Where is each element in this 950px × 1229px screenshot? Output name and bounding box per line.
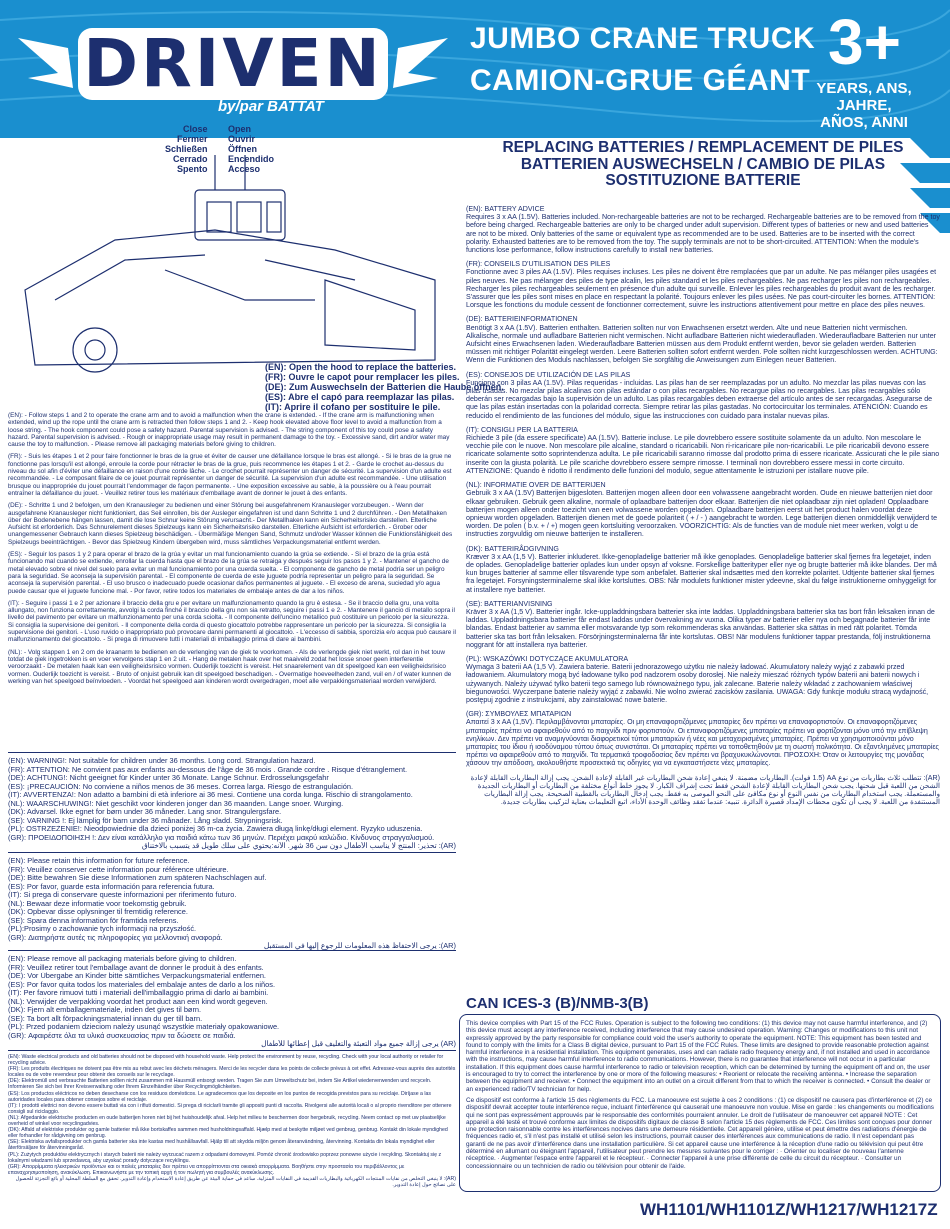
section-text: Funciona con 3 pilas AA (1.5V). Pilas requeridas - incluidas. Las pilas han de ser reemplazadas por un adulto. No mezclar las pilas nuevas con las pilas usadas. No mezclar pilas alcalinas con pilas estándar o con pilas recargables. No recargue pilas no recargables. Las pilas recargables sólo deberán ser recargadas bajo la supervisión de un adulto. Las pilas recargables deben extraerse del artículo antes de ser recargadas. Asegurarse de que las pilas están insertadas con la polaridad correcta. Siempre retirar las pilas gastadas. No cortocircuitar los terminales. ATENCIÓN: Cuando es reducido el rendimiento de las funciones del módulo, sigue las instrucciones con cuidado para instalar nuevas pilas. bbox=[466, 378, 933, 420]
safety-paragraph: (EN): - Follow steps 1 and 2 to operate the crane arm and to avoid a malfunction when the crane is extended. - If the crane arm is malfunctioning when extended, wind up the rope until the crane arm is retracted then follow steps 1 and 2. - Keep hook elevated above floor level to avoid a malfunction from a loose string. - The hook component could pose a safety hazard. Parental supervision is advised. - The string component of this toy could pose a safety hazard. Parental supervision is advised. - Rough or inappropriate usage may result in permanent damage to the toy. - Excessive sand, dirt and/or water may cause the toy to malfunction. - Please remove all packaging materials before giving to children. bbox=[8, 412, 450, 449]
retain-line: (DK): Opbevar disse oplysninger til fremtidig reference. bbox=[8, 908, 188, 916]
divider bbox=[8, 852, 456, 853]
open-label: Open bbox=[228, 124, 252, 134]
retain-line: (NL): Bewaar deze informatie voor toekomstig gebruik. bbox=[8, 899, 187, 908]
retain-line: (EN): Please retain this information for future reference. bbox=[8, 857, 190, 865]
section-heading: (NL): INFORMATIE OVER DE BATTERIJEN bbox=[466, 481, 606, 490]
remove-line: (DK): Fjern alt emballagemateriale, inden det gives til børn. bbox=[8, 1006, 202, 1014]
divider bbox=[8, 1050, 456, 1051]
warning-line: (DK): Advarsel. Ikke egnet for børn under 36 måneder. Lang snor. Strangulergsfare. bbox=[8, 808, 282, 816]
divider bbox=[8, 950, 456, 951]
warning-line: (DE): ACHTUNG!: Nicht geeignet für Kinder unter 36 Monate. Lange Schnur. Erdrosselungsgefahr bbox=[8, 774, 329, 782]
close-label: Fermer bbox=[177, 134, 208, 144]
remove-line: (DE): Vor Übergabe an Kinder bitte sämtliches Verpackungsmaterial entfernen. bbox=[8, 972, 266, 980]
battery-paragraph bbox=[466, 260, 940, 309]
warning-line: (PL): OSTRZEŻENIE!: Nieodpowiednie dla dzieci poniżej 36 m-ca życia. Zawiera długą linkę/długi element. Ryzyko uduszenia. bbox=[8, 825, 423, 833]
remove-packaging-list bbox=[8, 955, 456, 1049]
section-heading: (SE): BATTERIANVISNING bbox=[466, 599, 553, 608]
remove-line-ar: (AR) يرجى إزالة جميع مواد التعبئة والتغليف قبل إعطائها للأطفال bbox=[261, 1040, 456, 1048]
safety-paragraph: (DE): - Schritte 1 und 2 befolgen, um den Kranausleger zu bedienen und einer Störung bei ausgefahrenem Kranausleger vorzubeugen. - Wenn der ausgefahrene Kranausleger nicht funktioniert, das Seil einrollen, bis der Ausleger eingefahren ist und dann Schritte 1 und 2 durchführen. - Den Metallhaken über der Bodenebene hängen lassen, damit die lose Schnur keine Störung verursacht.- Der Metallhaken kann ein Sicherheitsrisiko darstellen. Elterliche Aufsicht ist erforderlich. Das Schnurelement dieses Spielzeugs kann ein Sicherheitsrisiko darstellen. Elterliche Aufsicht ist erforderlich. - Grober oder unangemessener Gebrauch kann dieses Spielzeug beschädigen. - Übermäßige Mengen Sand, Schmutz und/oder Wasser können die Funktionsfähigkeit des Spielzeugs beeinträchtigen. - Bevor das Spielzeug Kindern übergeben wird, muss sämtliches Verpackungsmaterial entfernt werden. bbox=[8, 502, 453, 546]
warning-line: (EN): WARNING!: Not suitable for children under 36 months. Long cord. Strangulation hazard. bbox=[8, 757, 316, 765]
instruction-line: (FR): Ouvre le capot pour remplacer les piles. bbox=[265, 372, 460, 382]
title-line: BATTERIEN AUSWECHSELN / CAMBIO DE PILAS bbox=[520, 155, 886, 173]
close-label: Schließen bbox=[165, 144, 208, 154]
age-caption bbox=[790, 80, 938, 131]
close-label: Close bbox=[183, 124, 208, 134]
logo-subtitle: by/par BATTAT bbox=[218, 98, 324, 115]
open-label: Ouvrir bbox=[228, 134, 256, 144]
retain-line: (ES): Por favor, guarde esta información para referencia futura. bbox=[8, 882, 215, 891]
instruction-line: (ES): Abre el capó para reemplazar las pilas. bbox=[265, 392, 455, 402]
section-heading: (PL): WSKAZÓWKI DOTYCZĄCE AKUMULATORA bbox=[466, 654, 629, 663]
close-label: Spento bbox=[177, 164, 208, 174]
battery-paragraph bbox=[466, 481, 940, 538]
section-heading: (ES): CONSEJOS DE UTILIZACIÓN DE LAS PILAS bbox=[466, 370, 631, 379]
weee-line: (FR): Les produits électriques ne doivent pas être mis au rebut avec les déchets ménagers. Merci de les recycler dans les points de collecte prévus à cet effet. Adressez-vous auprès des autorités locales ou de votre revendeur pour obtenir des conseils sur le recyclage. bbox=[8, 1066, 456, 1079]
instruction-line: (DE): Zum Auswechseln der Batterien die Haube öffnen. bbox=[265, 382, 504, 392]
warning-line: (GR): ΠΡΟΕΙΔΟΠΟΙΗΣΗ !: Δεν είναι κατάλληλο για παιδιά κάτω των 36 μηνών. Περιέχει μακρύ καλώδιο. Κίνδυνος στραγγαλισμού. bbox=[8, 833, 435, 842]
battery-paragraph bbox=[466, 426, 940, 475]
section-heading: (EN): BATTERY ADVICE bbox=[466, 205, 545, 213]
retain-line: (FR): Veuillez conserver cette information pour référence ultérieure. bbox=[8, 865, 229, 874]
weee-line: (ES): Los productos eléctricos no deben desecharse con los residuos domésticos. Le agradecemos que los deposite en los puntos de recogida previstos para su reciclaje. Diríjase a las autoridades locales para obtener consejos sobre el reciclaje. bbox=[8, 1090, 432, 1103]
section-text: Απαιτεί 3 x AA (1,5V). Περιλαμβάνονται μπαταρίες. Οι μη επαναφορτιζόμενες μπαταρίες δεν πρέπει να επαναφορτιστούν. Οι επαναφορτιζόμενες μπαταρίες πρέπει να αφαιρεθούν από το παιχνίδι πριν φορτιστούν. Οι επαναφορτιζόμενες μπαταρίες πρέπει να φορτίζονται μόνο υπό την επίβλεψη ενηλίκων. Δεν πρέπει να αναμιγνύονται διαφορετικοί τύποι μπαταριών ή νέες και μεταχειρισμένες μπαταρίες. Πρέπει να χρησιμοποιούνται μόνο μπαταρίες του ίδιου ή ισοδύναμου τύπου όπως συνιστάται. Οι μπαταρίες πρέπει να τοποθετηθούν με τη σωστή πολικότητα. Οι εξαντλημένες μπαταρίες πρέπει να αφαιρεθούν από το παιχνίδι. Τα τερματικά τροφοδοσίας δεν πρέπει να βραχυκυκλώνονται. ΠΡΟΣΟΧΗ: Όταν οι λειτουργίες της μονάδας χάσουν την απόδοση, ακολουθήστε προσεκτικά τις οδηγίες για να εγκαταστήσετε νέες μπαταρίες. bbox=[466, 718, 939, 768]
title-line: REPLACING BATTERIES / REMPLACEMENT DE PILES bbox=[502, 139, 904, 156]
battery-paragraph bbox=[466, 655, 940, 704]
warning-line: (FR): ATTENTION: Ne convient pas aux enfants au-dessous de l'âge de 36 mois . Grande cordre . Risque d'étranglement. bbox=[8, 765, 408, 774]
warning-list bbox=[8, 757, 456, 851]
weee-line-ar: (AR): لا ينبغي التخلص من نفايات المنتجات الكهربائية والبطاريات القديمة في النفايات المنزلية. ساعد في حماية البيئة عن طريق إعادة الاستخدام وإعادة التدوير. تحقق مع السلطة المحلية أو بائع التجزئة للحصول على نصائح حول إعادة التدوير. bbox=[15, 1175, 456, 1188]
safety-paragraph: (FR): - Suis les étapes 1 et 2 pour faire fonctionner le bras de la grue et éviter de causer une défaillance lorsque le bras est allongé. - Si le bras de la grue ne fonctionne pas lorsqu'il est allongé, enroule la corde pour rétracter le bras de la grue, puis recommence les étapes 1 et 2. - Garde le crochet au-dessus du niveau du sol afin d'éviter une défaillance en raison d'une corde lâche. - Le crochet pourrait représenter un danger de sécurité. La supervision d'un adulte est recommandée. - Le composant filaire de ce jouet pourrait représenter un danger de sécurité. La supervision d'un adulte est recommandée. - Une utilisation brusque ou inappropriée du jouet pourrait l'endommager de façon permanente. - Une exposition excessive au sable, à la poussière ou à l'eau pourrait entraîner la défaillance du jouet. - Veuillez retirer tous les matériaux d'emballage avant de donner le jouet à des enfants. bbox=[8, 453, 452, 497]
safety-instructions bbox=[8, 412, 456, 690]
age-caption-line-2: AÑOS, ANNI bbox=[820, 114, 908, 131]
section-heading: (DK): BATTERIRÅDGIVNING bbox=[466, 544, 559, 553]
battery-section-title bbox=[466, 140, 940, 190]
age-caption-line-1: YEARS, ANS, JAHRE, bbox=[816, 80, 912, 114]
weee-line: (EN): Waste electrical products and old batteries should not be disposed with household waste. Help protect the environment by reuse, recycling. Check with your local authority or retailer for recycling advice. bbox=[8, 1054, 444, 1067]
title-line: SOSTITUZIONE BATTERIE bbox=[605, 172, 801, 189]
safety-paragraph: (NL): - Volg stappen 1 en 2 om de kraanarm te bedienen en de verlenging van de giek te voorkomen. - Als de verlengde giek niet werkt, rol dan in het touw totdat de giek ingetrokken is en voer vervolgens stap 1 en 2 uit. - Hang de metalen haak over het maaiveld zodat het losse snoer geen interferentie veroorzaakt - De metalen haak kan een veiligheidsrisico vormen. Ouderlijk toezicht is vereist. Het snaarelement van dit speelgoed kan een veiligheidsrisico vormen. Ouderlijk toezicht is vereist. - Bruto of onjuist gebruik kan dit speelgoed beschadigen. - Overmatige hoeveelheden zand, vuil en / of water kunnen de werking van het speelgoed beïnvloeden. - Voordat het speelgoed aan kinderen wordt overgedragen, moet alle verpakkingsmateriaal worden verwijderd. bbox=[8, 648, 452, 685]
remove-line: (ES): Por favor quita todos los materiales del embalaje antes de darlo a los niños. bbox=[8, 980, 276, 989]
weee-line: (IT): I prodotti elettrici non devono essere buttati via con i rifiuti domestici. Si prega di riciclarli tramite gli appositi punti di raccolta. Rivolgersi alle autorità locali o al proprio rivenditore per ottenere consigli sul riciclaggio. bbox=[8, 1102, 452, 1115]
product-title-en: JUMBO CRANE TRUCK bbox=[470, 22, 816, 55]
divider bbox=[8, 752, 456, 753]
age-badge: 3+ bbox=[828, 6, 901, 78]
section-heading: (GR): ΣΥΜΒΟΥΛΕΣ ΜΠΑΤΑΡΙΩΝ bbox=[466, 710, 572, 719]
section-text: Kræver 3 x AA (1,5 V). Batterier inkluderet. Ikke-genopladelige batterier må ikke genoplades. Genopladelige batterier skal fjernes fra legetøjet, inden de oplades. Genopladelige batterier oplades kun under opsyn af voksne. Forskellige batterityper eller nye og brugte batterier må ikke blandes. Der må kun bruges batterier af samme eller tilsvarende type som anbefalet. Batterier skal indsættes med den korrekte polaritet. Udtjente batterier skal fjernes fra legetøjet. Forsyningsterminalerne skal ikke kortsluttes. OBS: Når modulets funktioner mister ydeevne, skal du følge instruktionerne omhyggeligt for at installere nye batterier. bbox=[466, 552, 937, 594]
close-labels bbox=[165, 124, 208, 174]
open-label: Acceso bbox=[228, 164, 261, 174]
section-text: Requires 3 x AA (1.5V). Batteries included. Non-rechargeable batteries are not to be recharged. Rechargeable batteries are to be removed from the toy before being charged. Rechargeable batteries are only to be charged under adult supervision. Different types of batteries or new and used batteries are not to be mixed. Only batteries of the same or equivalent type as recommended are to be used. Batteries are to be inserted with the correct polarity. Exhausted batteries are to be removed from the toy. The supply terminals are not to be short-circuited. ATTENTION: When the module's functions lose performance, follow instructions carefully to install new batteries. bbox=[466, 213, 940, 255]
battery-paragraph bbox=[466, 600, 940, 649]
warning-line-ar: (AR): تحذير: المنتج لا يناسب الأطفال دون سن 36 شهر. الأنه:يحتوي على سلك طويل قد يتسبب بالاختناق bbox=[141, 842, 456, 850]
model-numbers: WH1101/WH1101Z/WH1217/WH1217Z bbox=[640, 1200, 938, 1219]
retain-line: (DE): Bitte bewahren Sie diese Informationen zum späteren Nachschlagen auf. bbox=[8, 874, 267, 882]
section-text: Kräver 3 x AA (1,5 V). Batterier ingår. Icke-uppladdningsbara batterier ska inte laddas. Uppladdningsbara batterier ska tas bort från leksaken innan de laddas. Uppladdningsbara batterier får endast laddas under övervakning av vuxna. Olika typer av batterier eller nya och begagnade batterier får inte blandas. Endast batterier av samma eller motsvarande typ som rekommenderas ska användas. Batterier ska sättas in med rätt polaritet. Tömda batterier ska tas bort från leksaken. Försörjningsterminalerna får inte kortslutas. OBS! När modulens funktioner tappar prestanda, följ instruktionerna noggrant för att installera nya batterier. bbox=[466, 607, 935, 649]
retain-line: (IT): Si prega di conservare queste informazioni per riferimento futuro. bbox=[8, 891, 237, 899]
weee-line: (SE): Elektriska avfallsprodukter och gamla batterier ska inte kastas med hushållsavfall. Hjälp till att skydda miljön genom återanvändning, återvinning. Kontakta din lokala myndighet eller återförsäljare för återvinningsråd. bbox=[8, 1139, 435, 1152]
battery-paragraph bbox=[466, 205, 940, 254]
close-label: Cerrado bbox=[173, 154, 208, 164]
remove-line: (SE): Ta bort allt förpackningsmaterial innan du ger till barn. bbox=[8, 1014, 203, 1023]
warning-line: (ES): ¡PRECAUCIÓN: No conviene a niños menos de 36 meses. Correa larga. Riesgo de estrangulación. bbox=[8, 782, 354, 791]
fcc-text-en: This device complies with Part 15 of the FCC Rules. Operation is subject to the following two conditions: (1) this device may not cause harmful interference, and (2) this device must accept any interference received, including interference that may cause undesired operation. Warning: Changes or modifications to this unit not expressly approved by the party responsible for compliance could void the user's authority to operate the equipment. NOTE: This equipment has been tested and found to comply with the limits for a Class B digital device, pursuant to Part 15 of the FCC Rules. These limits are designed to provide reasonable protection against harmful interference in a residential installation. This equipment generates, uses and can radiate radio frequency energy and, if not installed and used in accordance with the instructions, may cause harmful interference to radio communications. However, there is no guarantee that interference will not occur in a particular installation. If this equipment does cause harmful interference to radio or television reception, which can be determined by turning the equipment off and on, the user is encouraged to try to correct the interference by one or more of the following measures: • Reorient or relocate the receiving antenna. • Increase the separation between the equipment and receiver. • Connect the equipment into an outlet on a circuit different from that to which the receiver is connected. • Consult the dealer or an experienced radio/TV technician for help. bbox=[466, 1020, 931, 1093]
section-heading: (DE): BATTERIEINFORMATIONEN bbox=[466, 315, 578, 324]
weee-info bbox=[8, 1054, 456, 1188]
driven-logo bbox=[18, 18, 448, 115]
section-heading: (FR): CONSEILS D'UTILISATION DES PILES bbox=[466, 260, 611, 269]
can-ices-heading: CAN ICES-3 (B)/NMB-3(B) bbox=[466, 995, 649, 1012]
retain-line: (GR): Διατηρήστε αυτές τις πληροφορίες για μελλοντική αναφορά. bbox=[8, 933, 223, 942]
safety-paragraph: (IT): - Seguire i passi 1 e 2 per azionare il braccio della gru e per evitare un malfunzionamento quando la gru è estesa. - Se il braccio della gru, una volta allungato, non funziona correttamente, avvolgi la corda finché il braccio della gru non sia retratto, seguire i passi 1 e 2. - Mantenere il gancio di metallo sopra il livello del pavimento per evitare un malfunzionamento per una corda sciolta. - Il componente dell'uncino metallico può costituire un pericolo per la sicurezza. Si consiglia la supervisione dei genitori. - Il componente della corda di questo giocattolo potrebbe rappresentare un pericolo per la sicurezza. Si consiglia la supervisione dei genitori. - L'uso ruvido o inappropriato può provocare danni permanenti al giocattolo. - L'eccesso di sabbia, sporcizia e/o acqua può causare il malfunzionamento del giocattolo. - Si prega di rimuovere tutti i materiali di imballaggio prima di dare ai bambini. bbox=[8, 599, 456, 644]
warning-line: (SE): VARNING !: Ej lämplig för barn under 36 månader. Lång sladd. Strypningsrisk. bbox=[8, 816, 283, 825]
weee-line: (PL): Zużytych produktów elektrycznych i starych baterii nie należy wyrzucać razem z odpadami domowymi. Pomóż chronić środowisko poprzez ponowne użycie i recykling. Skontaktuj się z lokalnymi władzami lub sprzedawcą, aby uzyskać porady dotyczące recyklingu. bbox=[8, 1151, 442, 1164]
section-text: Richiede 3 pile (da essere specificate) AA (1.5V). Batterie incluse. Le pile dovrebbero essere sostituite solamente da un adulto. Non mescolare le vecchie pile con le nuove. Non mescolare pile alcaline, standard o ricaricabili. Non ri-ricaricare pile non-ricaricabili. Le pile ricaricabili devono essere ricaricate solamente sotto soprintendenza adulta. Le pile ricaricabili saranno rimosse dal prodotto prima di essere ricaricate. Assicurati che le pile siano inserite con la giusta polarità. Le pile scariche dovrebbero essere sempre rimosse. I terminali non dovrebbero essere messi in corte circuito. ATTENZIONE: Quando è ridotto il rendimento delle funzioni del modulo, segue attentamente le istruzioni per istallare nuove pile. bbox=[466, 434, 940, 475]
truck-battery-diagram bbox=[15, 150, 455, 375]
retain-info-list bbox=[8, 857, 456, 951]
remove-line: (FR): Veuillez retirer tout l'emballage avant de donner le produit à des enfants. bbox=[8, 963, 264, 972]
instruction-line: (IT): Aprire il cofano per sostituire le pile. bbox=[265, 402, 441, 412]
open-label: Öffnen bbox=[228, 144, 257, 154]
weee-line: (DE): Elektromüll und verbrauchte Batterien sollten nicht zusammen mit Hausmüll entsorgt werden. Tragen Sie zum Umweltschutz bei, indem Sie Artikel wiederverwenden und recyceln. Informieren Sie sich bei Ihrer Kreisverwaltung oder Ihrem Einzelhändler über Recyclingmöglichkeiten. bbox=[8, 1078, 432, 1091]
battery-paragraph bbox=[466, 710, 940, 767]
remove-line: (NL): Verwijder de verpakking voordat het product aan een kind wordt gegeven. bbox=[8, 997, 268, 1006]
warning-line: (IT): AVVERTENZA!: Non adatto a bambini di età inferiore ai 36 mesi. Contiene una corda lunga. Rischio di strangolamento. bbox=[8, 791, 413, 799]
section-text: Fonctionne avec 3 piles AA (1.5V). Piles requises incluses. Les piles ne doivent être remplacées que par un adulte. Ne pas mélanger piles usagées et piles neuves. Ne pas mélanger des piles de type alcalin, les piles standard et les piles rechargeables. Ne pas recharger les piles non rechargeables. Recharger les piles rechargeables seulement en présence d'un adulte qui surveille. Enlever les piles rechargeables du produit avant de les recharger. S'assurer que les piles sont mises en place en respectant la polarité. Toujours enlever les piles usées. Ne pas court-circuiter les bornes. ATTENTION: Lorsque les fonctions du module cessent de fonctionner correctement, suivre les instructions attentivement pour mettre en place des piles neuves. bbox=[466, 268, 937, 310]
battery-paragraph bbox=[466, 545, 940, 594]
section-text: Gebruik 3 x AA (1.5V) Batterijen bijgesloten. Batterijen mogen alleen door een volwassene aangebracht worden. Oude en nieuwe batterijen niet door elkaar gebruiken. Gebruik geen alkaline, normale of oplaadbare batterijen door elkaar. Batterijen die niet oplaadbaar zijn niet opladen! Opplaadbare batterijen mogen alleen onder toezicht van een volwassene worden opgeladen. Oplaadbare batterijen eerst uit het product halen voordat deze opnieuw worden opgeladen. Batterijen dienen met de goede polariteit ( + / - ) aangebracht te worden. Lege batterijen dienen onmiddellijk verwijderd te worden. De polen ( b.v. + / +) mogen geen kortsluiting veroorzaken. VOORZICHTIG: Als de functies van de module niet meer werken, volgt u de instructies zorgvuldig om nieuwe batterijen te installeren. bbox=[466, 489, 938, 539]
retain-line: (PL):Prosimy o zachowanie tych informacji na przyszłość. bbox=[8, 925, 197, 933]
product-title-fr: CAMION-GRUE GÉANT bbox=[470, 64, 811, 97]
safety-paragraph: (ES): - Seguir los pasos 1 y 2 para operar el brazo de la grúa y evitar un mal funcionamiento cuando la grúa se extiende. - Si el brazo de la grúa está funcionando mal cuando se extiende, enrollar la cuerda hasta que el brazo de la grúa se retraiga y después seguir los pasos 1 y 2. - Mantener el gancho de metal elevado sobre el nivel del suelo para evitar un mal funcionamiento por una cuerda suelta. - El componente de gancho de metal podría ser un peligro para la seguridad. Se aconseja la supervisión parental. - El componente de cuerda de este juguete podría representar un peligro para la seguridad. Se aconseja la supervisión parental. - El uso brusco o inadecuado puede ocasionar daños permanentes al juguete. - El exceso de arena, suciedad y/o agua puede causar que el juguete funcione mal. - Por favor, retire todos los materiales de embalaje antes de dar a los niños. bbox=[8, 551, 449, 595]
header-banner bbox=[0, 0, 950, 138]
battery-advice bbox=[466, 205, 940, 812]
retain-line: (SE): Spara denna information för framtida referens. bbox=[8, 916, 179, 925]
weee-line: (DK): Affald af elektriske produkter og gamle batterier må ikke bortskaffes sammen med husholdningsaffald. Hjælp med at beskytte miljøet ved genbrug, genbrug. Kontakt din lokale myndighed eller forhandler for rådgivning om genbrug. bbox=[8, 1127, 448, 1140]
remove-line: (IT): Per favore rimuovi tutti i materiali dell'imballaggio prima di darlo ai bambini. bbox=[8, 989, 269, 997]
section-text: Wymaga 3 baterii AA (1,5 V). Zawiera baterie. Baterii jednorazowego użytku nie należy ładować. Akumulatory należy wyjąć z zabawki przed ładowaniem. Akumulatory mogą być ładowane tylko pod nadzorem osoby dorosłej. Nie należy mieszać różnych typów baterii ani baterii nowych i używanych. Należy używać tylko baterii tego samego lub równoważnego typu, jak zalecane. Baterie należy wkładać z zachowaniem właściwej biegunowości. Wyczerpane baterie należy wyjąć z zabawki. Nie wolno zwierać zacisków zasilania. UWAGA: Gdy funkcje modułu stracą wydajność, postępuj zgodnie z instrukcjami, aby zainstalować nowe baterie. bbox=[466, 663, 929, 704]
fcc-text-fr: Ce dispositif est conforme à l'article 15 des règlements du FCC. La manoeuvre est sujette à ces 2 conditions : (1) ce dispositif ne causera pas d'interférence et (2) ce dispositif devrait accepter toute interférence reçue, incluant l'interférence qui causerait une manoeuvre non voulue. Mise en garde : les changements ou modifications qui ne sont pas expressément approuvés par le responsable des conformités pourraient annuler. Le droit de l'utilisateur de manoeuvrer cet appareil NOTE : Cet appareil a été testé et trouvé conforme aux limites de dispositifs digitaux de classe B selon l'article 15 des règlements de FCC. Ces limites sont conçues pour donner une protection raisonnable contre les interférences nocives dans une demeure résidentielle. Cet appareil génère, utilise et peut émettre des radiations d'énergie de fréquences radio et, s'il n'est pas installé et utilisé selon les instructions, pourrait causer des interférences aux communications de radio. Il n'est cependant pas garanti de ne pas avoir d'interférence dans une installation particulière. Si cet appareil cause une interférence à la réception d'une radio ou télévision qui peut être déterminé en allumant ou éteignant l'appareil, l'utilisateur peut prendre les mesures suivantes pour le corriger : · Orienter ou localiser de nouveau l'antenne réceptrice. · Augmenter l'espace entre l'appareil et le récepteur. · Connecter l'appareil à une prise différente de celle du circuit du récepteur. · Consulter un concessionnaire ou un technicien de radio ou télévision pour obtenir de l'aide. bbox=[466, 1096, 935, 1170]
remove-line: (GR): Αφαιρέστε όλα τα υλικά συσκευασίας πριν τα δώσετε σε παιδιά. bbox=[8, 1031, 236, 1040]
open-label: Encendido bbox=[228, 154, 275, 164]
section-heading: (IT): CONSIGLI PER LA BATTERIA bbox=[466, 425, 578, 434]
warning-line: (NL): WAARSCHUWING!: Niet geschikt voor kinderen jonger dan 36 maanden. Lange snoer. Wurging. bbox=[8, 799, 344, 808]
open-labels bbox=[228, 124, 274, 174]
fcc-compliance-box bbox=[459, 1014, 941, 1192]
logo-wordmark: DRIVEN bbox=[78, 28, 388, 100]
retain-line-ar: (AR): يرجى الاحتفاظ هذه المعلومات للرجوع إليها في المستقبل bbox=[263, 942, 456, 950]
remove-line: (PL): Przed podaniem dzieciom należy usunąć wszystkie materiały opakowaniowe. bbox=[8, 1023, 280, 1031]
weee-line: (GR): Απορρίμματα ηλεκτρικών προϊόντων και οι παλιές μπαταρίες δεν πρέπει να απορρίπτονται στα οικιακά απορρίμματα. Βοηθήστε στην προστασία του περιβάλλοντος με επαναχρησιμοποίηση, ανακύκλωση. Επικοινωνήστε με την τοπική αρχή ή τον πωλητή για συμβουλές ανακύκλωσης. bbox=[8, 1163, 405, 1176]
instruction-line: (EN): Open the hood to replace the batteries. bbox=[265, 362, 457, 372]
remove-line: (EN): Please remove all packaging materials before giving to children. bbox=[8, 955, 237, 963]
battery-paragraph bbox=[466, 371, 940, 420]
weee-line: (NL): Afgedankte elektrische producten en oude batterijen horen niet bij het huishoudelijk afval. Help het milieu te beschermen door hergebruik, recycling. Neem contact op met uw plaatselijke overheid of winkel voor recyclingadvies. bbox=[8, 1114, 446, 1128]
battery-paragraph bbox=[466, 315, 940, 364]
battery-paragraph-ar: (AR): تتطلب ثلاث بطاريات من نوع AA (1.5 فولت). البطاريات مضمنة. لا ينبغي إعادة شحن البطاريات غير القابلة لإعادة الشحن. يجب إزالة البطاريات القابلة لإعادة الشحن من اللعبة قبل شحنها. يجب شحن البطاريات القابلة لإعادة الشحن فقط تحت إشراف الكبار. لا يجوز خلط أنواع مختلفة من البطاريات أو البطاريات الجديدة والمستعملة. يجب استخدام البطاريات من نفس النوع أو نوع مكافئ على النحو الموصى به فقط. يجب إدخال البطاريات بالقطبية الصحيحة. يجب إزالة البطاريات المستنفدة من اللعبة. لا يجب أن تكون محطات الإمداد قصيرة الدائرة. تنبيه: عندما تفقد وظائف الوحدة الأداء، اتبع التعليمات بعناية لتركيب بطاريات جديدة. bbox=[470, 773, 940, 807]
section-text: Benötigt 3 x AA (1.5V). Batterien enthalten. Batterien sollten nur von Erwachsenen ersetzt werden. Alte und neue Batterien nicht vermischen. Alkalische, normale und aufladbare Batterien nicht vermischen. Nicht aufladbare Batterien nicht wiederaufladen. Wiederaufladbare Batterien nur unter Aufsicht eines Erwachsenen laden. Wiederaufladbare Batterien müssen aus dem Produkt entfernt werden, bevor sie geladen werden. Batterien müssen mit richtiger Polarität eingelegt werden. Leere Batterien sollten sofort entfernt werden. Pole sollten nicht kurzgeschlossen werden. ACHTUNG: Wenn die Funktionen des Moduls nachlassen, befolgen Sie sorgfältig die Anweisungen zum Einlegen neuer Batterien. bbox=[466, 323, 938, 365]
